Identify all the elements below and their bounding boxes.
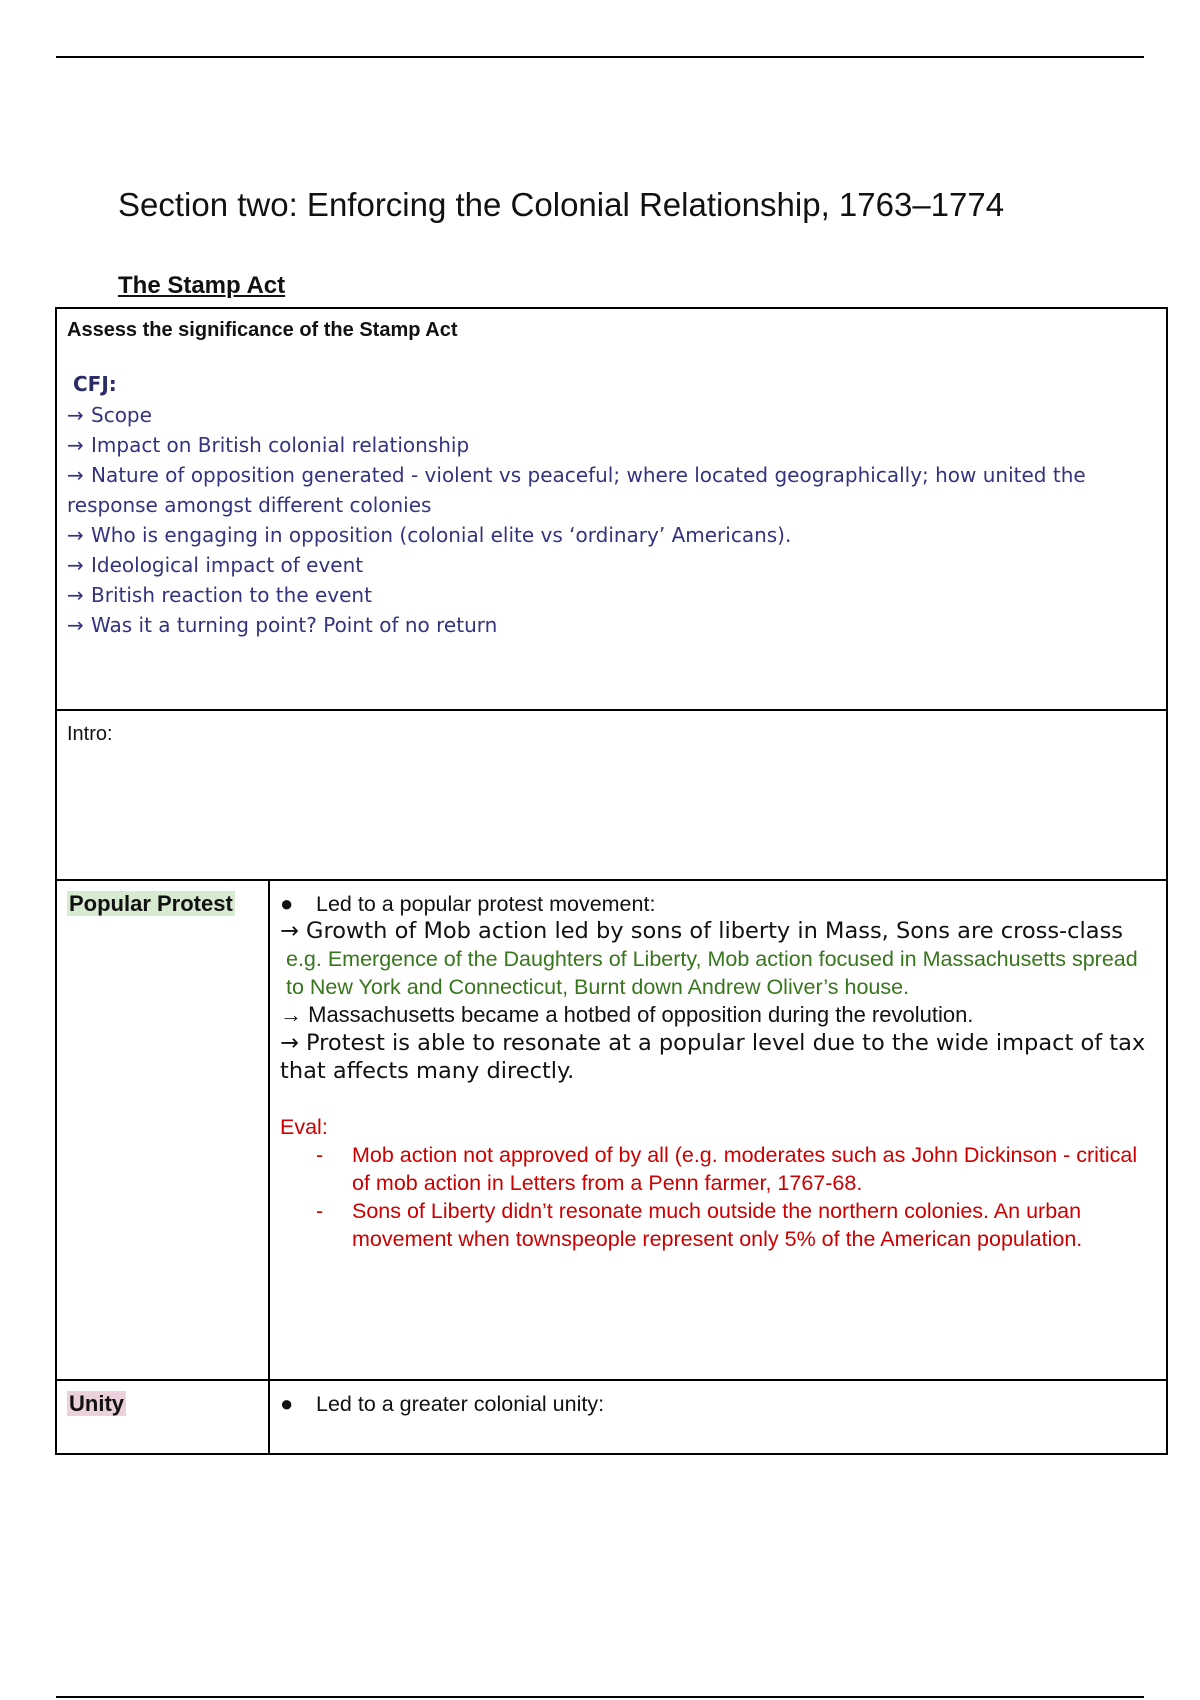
unity-row xyxy=(57,1379,1166,1453)
notes-table xyxy=(55,307,1168,1455)
list-item: → British reaction to the event xyxy=(67,580,1156,610)
list-item: → Impact on British colonial relationship xyxy=(67,430,1156,460)
list-item: → Ideological impact of event xyxy=(67,550,1156,580)
list-item: - Sons of Liberty didn’t resonate much outside the northern colonies. An urban movement when townspeople represent only 5% of the American population. xyxy=(280,1197,1154,1253)
popular-protest-tag: Popular Protest xyxy=(69,891,233,916)
popular-protest-label-cell xyxy=(57,881,270,1379)
bullet-icon: ● xyxy=(280,1391,294,1416)
list-item: → Scope xyxy=(67,400,1156,430)
intro-cell xyxy=(57,709,1166,879)
subheading: The Stamp Act xyxy=(118,272,286,299)
bullet-icon: ● xyxy=(280,891,294,916)
arrow-icon: → xyxy=(67,613,84,637)
eval-label: Eval: xyxy=(280,1115,328,1139)
intro-label: Intro: xyxy=(67,723,113,745)
arrow-icon: → xyxy=(67,553,84,577)
list-item: → Who is engaging in opposition (colonial elite vs ‘ordinary’ Americans). xyxy=(67,520,1156,550)
list-item xyxy=(280,1391,1154,1417)
eval-list xyxy=(280,1141,1154,1253)
protest-point-3: → Protest is able to resonate at a popular level due to the wide impact of tax that affects many directly. xyxy=(280,1030,1146,1084)
arrow-icon: → xyxy=(67,463,84,487)
list-item xyxy=(280,891,1154,917)
list-item: → Nature of opposition generated - violent vs peaceful; where located geographically; how united the response amongst different colonies xyxy=(67,460,1156,520)
unity-tag: Unity xyxy=(69,1391,124,1416)
protest-point-2: → Massachusetts became a hotbed of opposition during the revolution. xyxy=(280,1002,974,1027)
protest-example: e.g. Emergence of the Daughters of Liberty, Mob action focused in Massachusetts spread to New York and Connecticut, Burnt down Andrew Oliver’s house. xyxy=(286,947,1138,999)
arrow-icon: → xyxy=(67,403,84,427)
cfj-list xyxy=(67,400,1156,640)
question-cell xyxy=(57,309,1166,709)
arrow-icon: → xyxy=(67,583,84,607)
cfj-label: CFJ: xyxy=(73,372,117,396)
dash-icon: - xyxy=(316,1199,324,1223)
popular-protest-row xyxy=(57,879,1166,1379)
unity-content xyxy=(270,1381,1166,1453)
unity-bullet: Led to a greater colonial unity: xyxy=(316,1392,605,1416)
popular-protest-bullet: Led to a popular protest movement: xyxy=(316,892,656,916)
arrow-icon: → xyxy=(67,433,84,457)
unity-label-cell xyxy=(57,1381,270,1453)
popular-protest-content xyxy=(270,881,1166,1379)
list-item: → Was it a turning point? Point of no return xyxy=(67,610,1156,640)
bottom-rule xyxy=(56,1696,1144,1698)
section-title: Section two: Enforcing the Colonial Relationship, 1763–1774 xyxy=(118,186,1005,223)
top-rule xyxy=(56,56,1144,58)
question-prompt: Assess the significance of the Stamp Act xyxy=(67,319,458,341)
list-item: - Mob action not approved of by all (e.g. moderates such as John Dickinson - critical of mob action in Letters from a Penn farmer, 1767-68. xyxy=(280,1141,1154,1197)
dash-icon: - xyxy=(316,1143,324,1167)
protest-point-1: → Growth of Mob action led by sons of liberty in Mass, Sons are cross-class xyxy=(280,918,1124,944)
arrow-icon: → xyxy=(67,523,84,547)
